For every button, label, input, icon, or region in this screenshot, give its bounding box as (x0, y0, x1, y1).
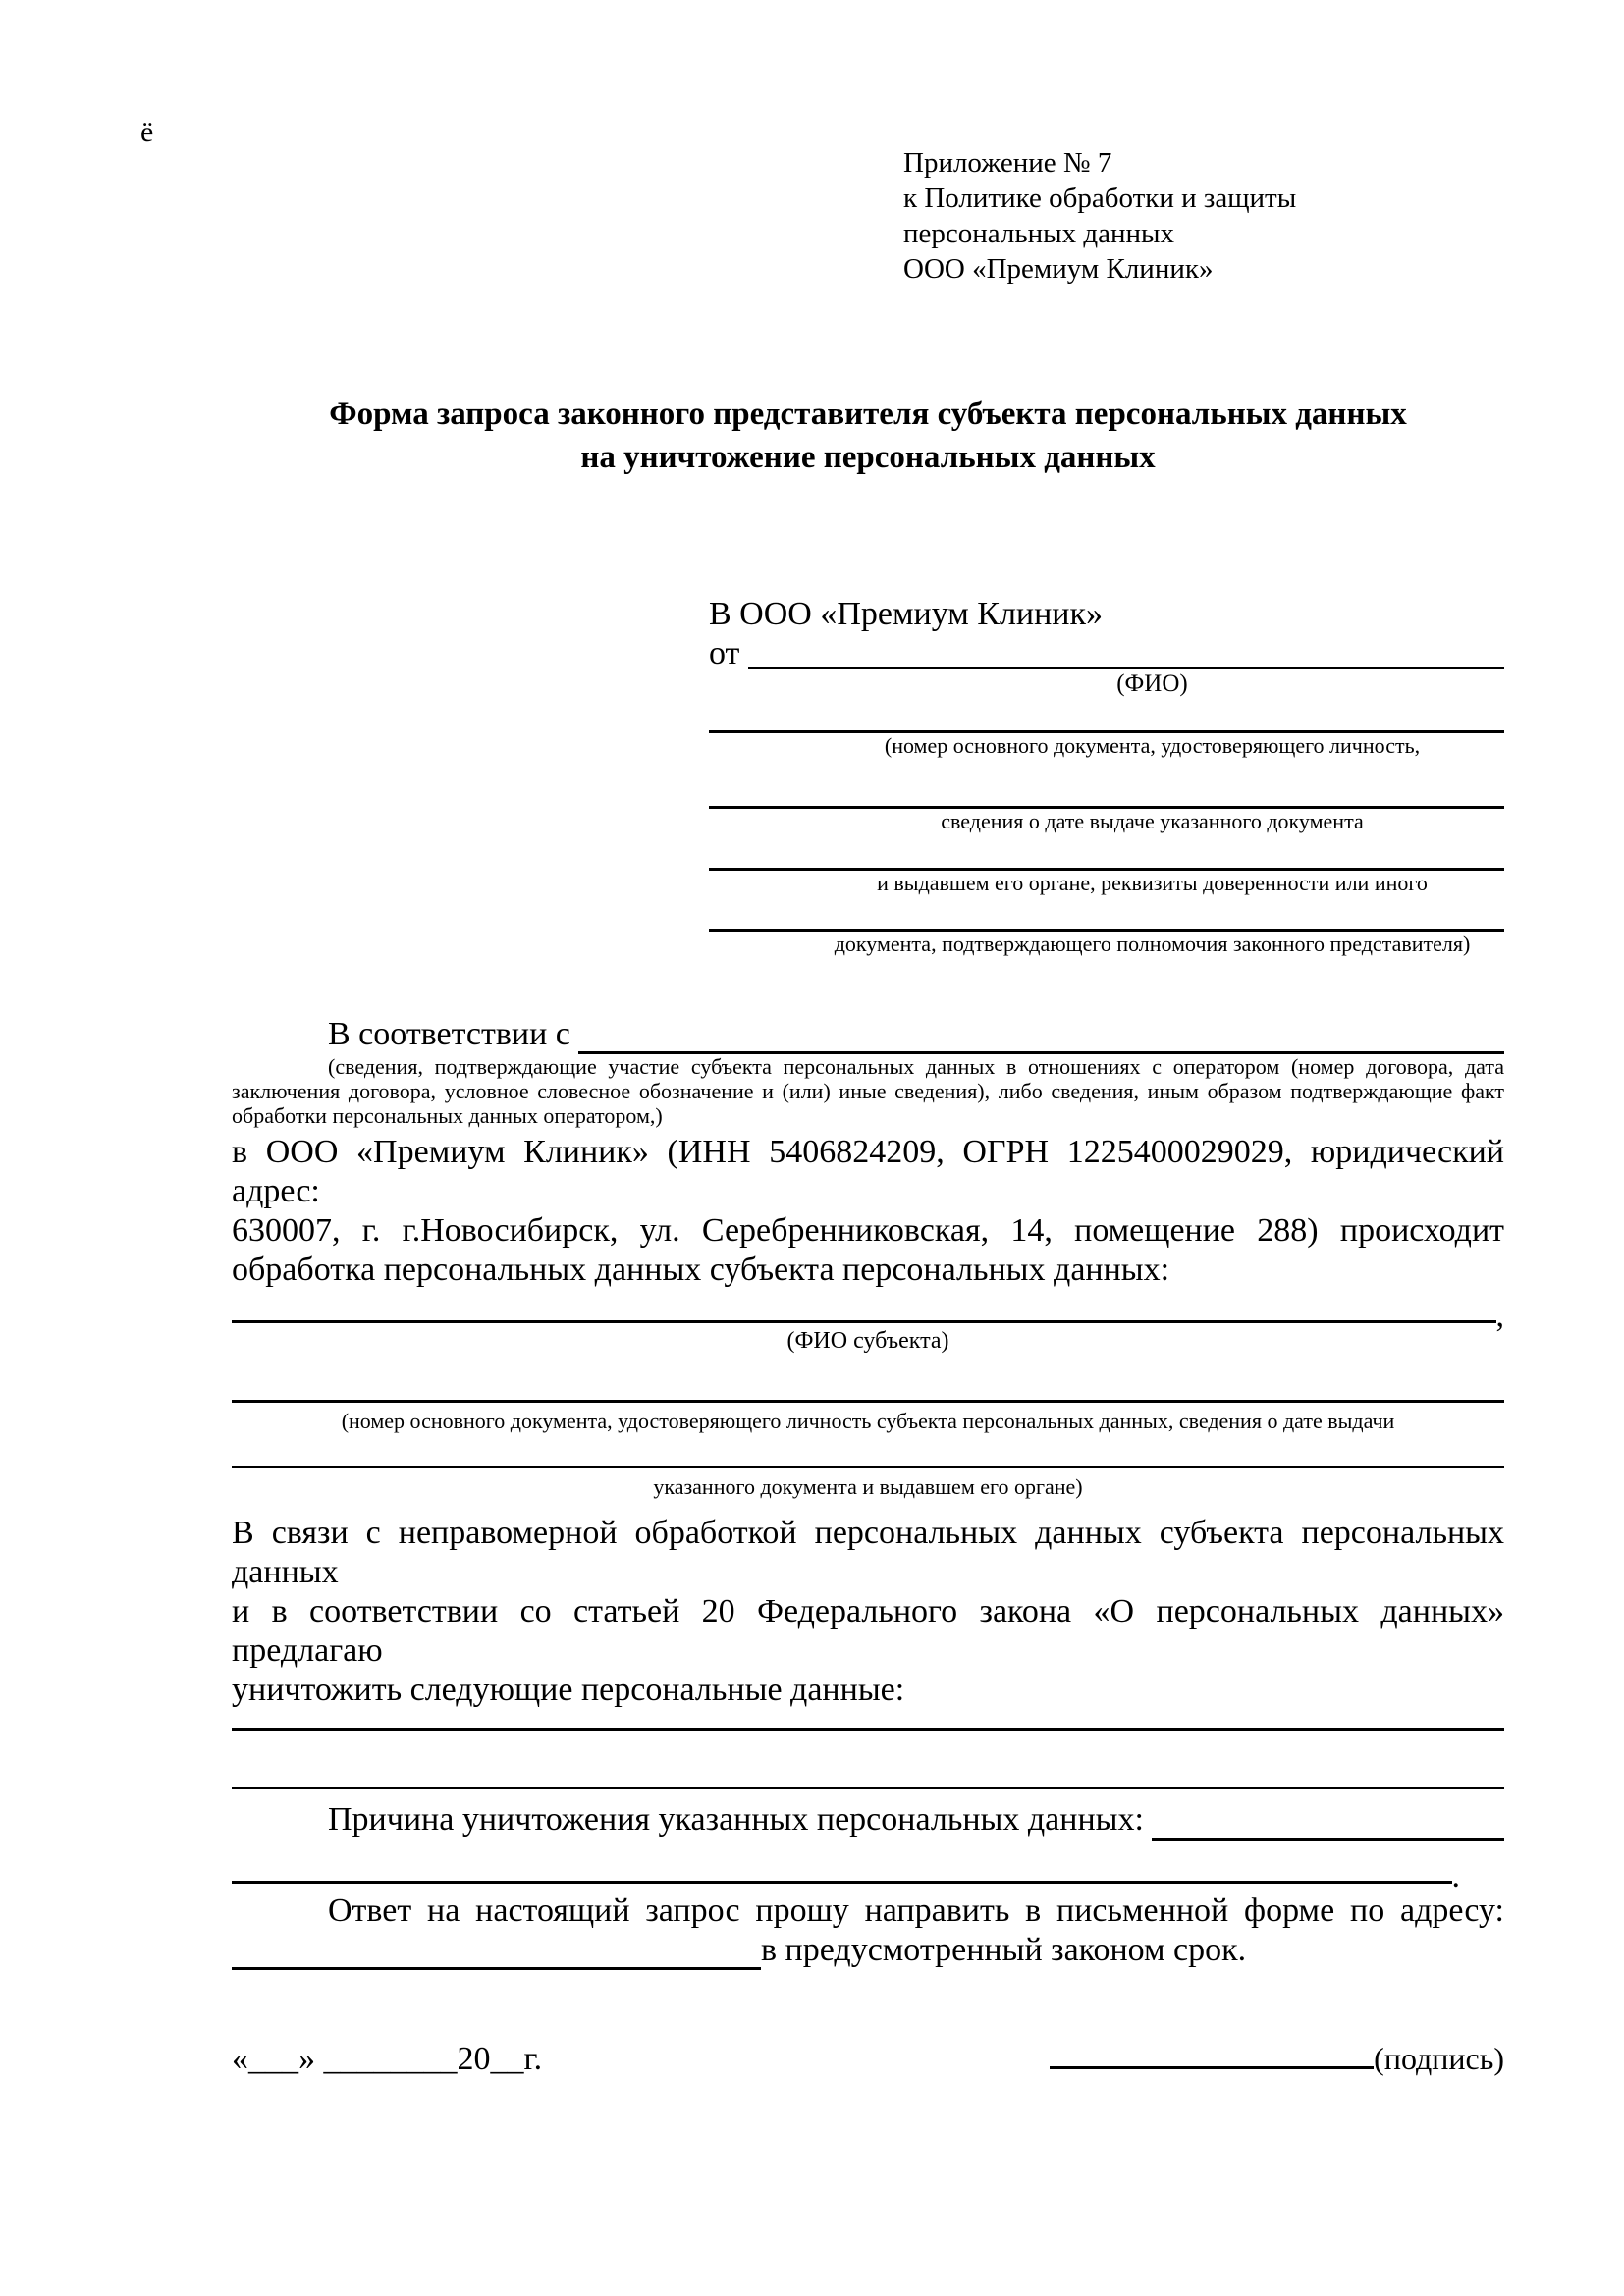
fill-line (232, 1400, 1504, 1403)
fineprint-line: заключения договора, условное словесное обозначение и (или) иные сведения), либо сведения, иным образом подтверждающие факт (232, 1079, 1504, 1103)
signature-area (1050, 2039, 1504, 2077)
reply-line-1: Ответ на настоящий запрос прошу направить в письменной форме по адресу: (328, 1893, 1504, 1929)
paragraph-line: В связи с неправомерной обработкой персональных данных субъекта персональных данных (232, 1515, 1504, 1590)
from-label: от (709, 635, 748, 671)
document-title (232, 393, 1504, 479)
addressee-to: В ООО «Премиум Клиник» (709, 596, 1104, 632)
fill-line (232, 1787, 1504, 1789)
date-blank: «___» ________20__г. (232, 2041, 543, 2077)
signature-caption: (подпись) (1374, 2041, 1504, 2076)
fill-line (232, 1858, 1452, 1884)
reply-line-2 (232, 1931, 1504, 1970)
fineprint-line: обработки персональных данных оператором,) (232, 1103, 663, 1128)
appendix-line: персональных данных (903, 218, 1175, 249)
appendix-line: Приложение № 7 (903, 147, 1112, 179)
appendix-line: к Политике обработки и защиты (903, 183, 1297, 214)
fill-line (232, 1728, 1504, 1731)
reason-row (232, 1801, 1504, 1841)
fio-caption: (ФИО) (1116, 670, 1188, 697)
title-line-2: на уничтожение персональных данных (580, 440, 1156, 475)
period-mark: . (1451, 1858, 1460, 1895)
fill-line (232, 1931, 761, 1970)
appendix-line: ООО «Премиум Клиник» (903, 253, 1214, 285)
fill-line (578, 1015, 1504, 1054)
subject-doc-caption: (номер основного документа, удостоверяющего личность субъекта персональных данных, сведения о дате выдачи (341, 1409, 1395, 1433)
comma-mark: , (1495, 1298, 1504, 1334)
subject-fio-caption: (ФИО субъекта) (786, 1328, 949, 1354)
operator-paragraph (232, 1133, 1504, 1290)
subject-doc-caption: указанного документа и выдавшем его органе) (653, 1474, 1083, 1499)
signature-fill-line (1050, 2039, 1374, 2069)
field-caption: сведения о дате выдаче указанного документа (941, 809, 1364, 833)
field-caption: документа, подтверждающего полномочия законного представителя) (834, 932, 1471, 956)
paragraph-line: в ООО «Премиум Клиник» (ИНН 5406824209, ОГРН 1225400029029, юридический адрес: (232, 1134, 1504, 1209)
fio-fill-line (748, 634, 1504, 669)
appendix-header (903, 145, 1504, 287)
reason-continuation-row (232, 1858, 1460, 1895)
fill-line (232, 1298, 1496, 1323)
fineprint-note (232, 1054, 1504, 1128)
reason-lead: Причина уничтожения указанных персональных данных: (328, 1801, 1153, 1838)
field-caption: (номер основного документа, удостоверяющего личность, (884, 733, 1421, 758)
footer-row (232, 2039, 1504, 2078)
fineprint-line: (сведения, подтверждающие участие субъекта персональных данных в отношениях с оператором (номер договора, дата (328, 1054, 1504, 1079)
addressee-block (709, 595, 1504, 957)
paragraph-line: уничтожить следующие персональные данные: (232, 1672, 905, 1708)
demand-paragraph (232, 1514, 1504, 1710)
paragraph-line: 630007, г. г.Новосибирск, ул. Серебренниковская, 14, помещение 288) происходит (232, 1212, 1504, 1249)
reply-line-2-text: в предусмотренный законом срок. (761, 1932, 1247, 1968)
paragraph-line: и в соответствии со статьей 20 Федерального закона «О персональных данных» предлагаю (232, 1593, 1504, 1669)
fill-line (232, 1466, 1504, 1468)
fill-line (1152, 1801, 1504, 1841)
subject-fio-row (232, 1298, 1504, 1334)
paragraph-line: обработка персональных данных субъекта персональных данных: (232, 1252, 1170, 1288)
corner-mark: ё (140, 116, 154, 148)
addressee-from-row (709, 634, 1504, 669)
page-content (232, 0, 1504, 2078)
accordance-row (232, 1015, 1504, 1054)
title-line-1: Форма запроса законного представителя субъекта персональных данных (329, 397, 1407, 432)
field-caption: и выдавшем его органе, реквизиты доверенности или иного (877, 871, 1428, 895)
accordance-lead: В соответствии с (328, 1016, 579, 1052)
